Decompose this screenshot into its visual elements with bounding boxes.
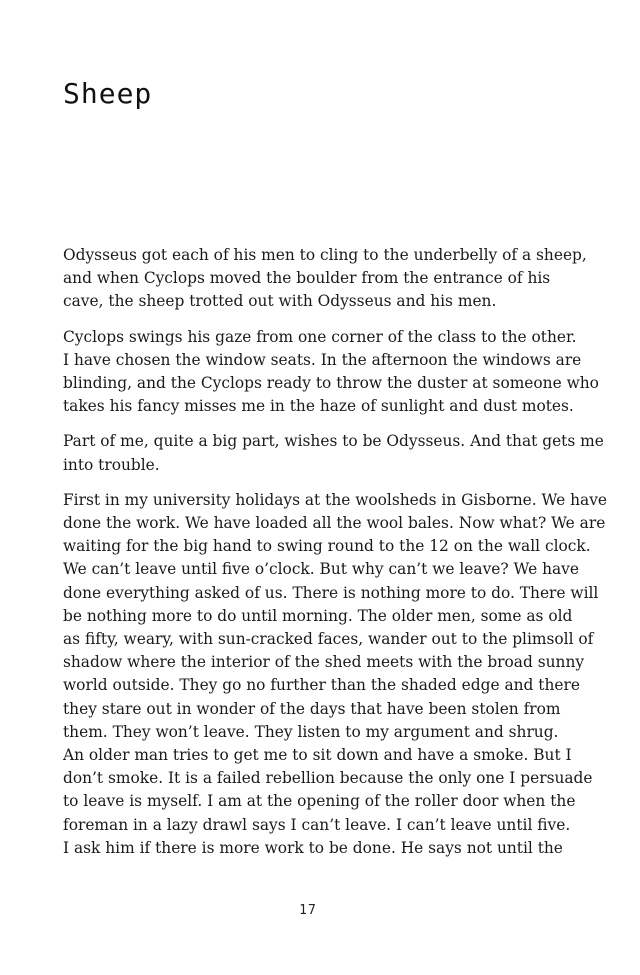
text-line: as fifty, weary, with sun-cracked faces, wander out to the plimsoll of [63, 630, 594, 649]
text-line: into trouble. [63, 455, 160, 474]
text-line: they stare out in wonder of the days that have been stolen from [63, 699, 561, 718]
text-line: I have chosen the window seats. In the afternoon the windows are [63, 350, 582, 369]
text-line: foreman in a lazy drawl says I can’t leave. I can’t leave until five. [63, 815, 571, 834]
paragraph [63, 326, 599, 419]
text-line: done everything asked of us. There is nothing more to do. There will [63, 583, 599, 602]
text-line: An older man tries to get me to sit down and have a smoke. But I [63, 746, 572, 765]
text-line: be nothing more to do until morning. The older men, some as old [63, 606, 573, 625]
text-line: world outside. They go no further than the shaded edge and there [63, 676, 580, 695]
text-line: to leave is myself. I am at the opening of the roller door when the [63, 792, 576, 811]
text-line: Cyclops swings his gaze from one corner of the class to the other. [63, 327, 577, 346]
chapter-title: Sheep [63, 77, 153, 110]
page-number: 17 [299, 903, 317, 918]
text-line: Odysseus got each of his men to cling to the underbelly of a sheep, [63, 246, 587, 264]
text-line: First in my university holidays at the woolsheds in Gisborne. We have [63, 490, 607, 509]
text-line: blinding, and the Cyclops ready to throw the duster at someone who [63, 374, 599, 393]
body-text [63, 244, 607, 872]
text-line: cave, the sheep trotted out with Odysseus and his men. [63, 292, 497, 311]
text-line: takes his fancy misses me in the haze of sunlight and dust motes. [63, 397, 574, 416]
text-line: done the work. We have loaded all the wool bales. Now what? We are [63, 514, 606, 533]
text-line: Part of me, quite a big part, wishes to be Odysseus. And that gets me [63, 432, 604, 451]
text-line: We can’t leave until five o’clock. But why can’t we leave? We have [63, 560, 579, 579]
paragraph [63, 489, 607, 860]
text-line: I ask him if there is more work to be done. He says not until the [63, 838, 563, 857]
paragraph [63, 430, 604, 476]
text-line: and when Cyclops moved the boulder from the entrance of his [63, 269, 551, 288]
text-line: shadow where the interior of the shed meets with the broad sunny [63, 653, 585, 672]
paragraph [63, 244, 587, 314]
text-line: them. They won’t leave. They listen to my argument and shrug. [63, 722, 559, 741]
text-line: waiting for the big hand to swing round to the 12 on the wall clock. [63, 537, 591, 556]
text-line: don’t smoke. It is a failed rebellion because the only one I persuade [63, 769, 593, 788]
